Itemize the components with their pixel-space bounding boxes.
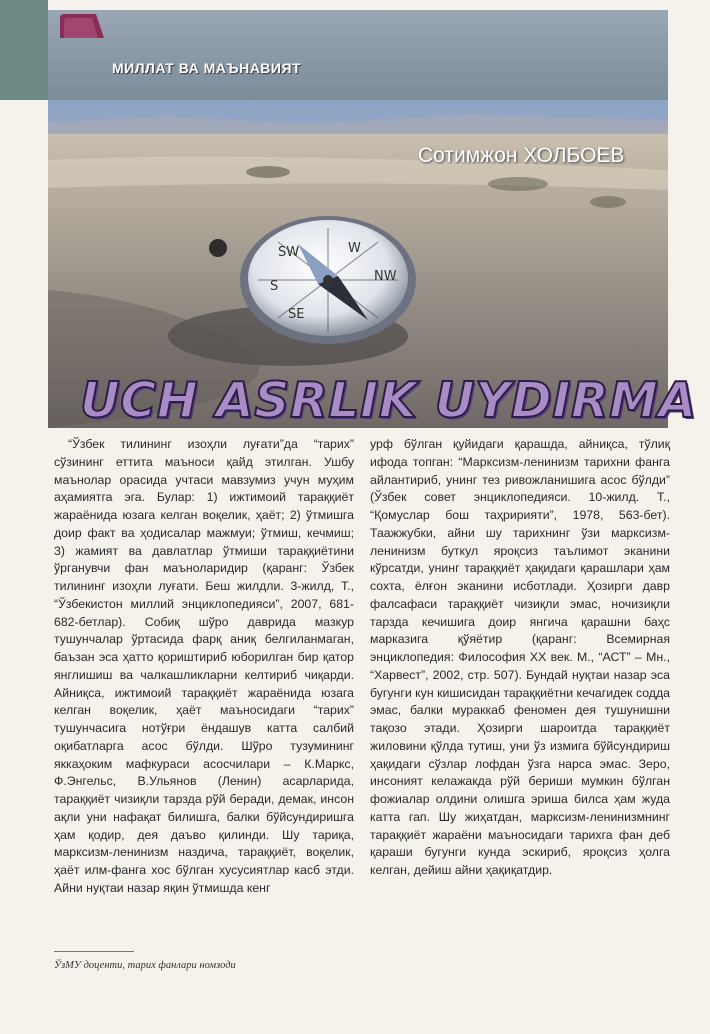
svg-text:SW: SW [278, 245, 300, 260]
footnote-divider [54, 951, 134, 952]
svg-text:W: W [348, 241, 361, 256]
paragraph-right: урф бўлган қуйидаги қарашда, айниқса, тўлиқ ифода топган: “Марксизм-ленинизм тарихни фанга айлантириб, унинг тез ривожланишига асос бўлди” (Ўзбек совет энциклопедияси. 10-жилд. Т., “Қомуслар бош таҳририяти”, 1978, 563-бет). Таажжубки, айни шу тарихнинг ўзи марксизм-ленинизм буткул яроқсиз таълимот эканини кўрсатди, унинг тараққиёт ҳақидаги қарашлари ҳам сохта, ёлғон эканини исботлади. Ҳозирги давр фалсафаси тараққиёт чизиқли эмас, ночизиқли тарзда кечишига доир янгича қарашни баҳс марказига қўяётир (қаранг: Всемирная энциклопедия: Философия XX век. М., “АСТ” – Мн., “Харвест”, 2002, стр. 507). Бундай нуқтаи назар эса бугунги кун кишисидан тараққиётни кечагидек содда эмас, балки мураккаб феномен дея тушунишни тақозо этади. Ҳозирги шароитда тараққиёт жиловини қўлда тутиш, уни ўз измига бўйсундириш ҳақидаги сўзлар лофдан ўзга нарса эмас. Зеро, инсоният келажакда рўй бериши мумкин бўлган фожиалар олдини олишга эриша билса ҳам жуда катта гап. Шу жиҳатдан, марксизм-ленинизмнинг тараққиёт жараёни маъносидаги тарихга фан деб қараши бугунги кунда эскириб, яроқсиз ҳолга келган, дейиш айни ҳақиқатдир. [370, 437, 670, 877]
svg-text:NW: NW [374, 269, 397, 284]
article-title: UCH ASRLIK UYDIRMA [80, 372, 697, 429]
svg-text:SE: SE [288, 307, 305, 322]
author-name: Сотимжон ХОЛБОЕВ [418, 144, 625, 167]
text-column-left [54, 436, 354, 898]
section-rubric: МИЛЛАТ ВА МАЪНАВИЯТ [112, 60, 302, 76]
folder-tab-icon [60, 14, 104, 38]
paragraph-left: “Ўзбек тилининг изоҳли луғати”да “тарих” сўзининг еттита маъноси қайд этилган. Ушбу маънолар орасида учтаси мавзумиз учун муҳим аҳамиятга эга. Булар: 1) ижтимоий тараққиёт жараёнида юзага келган воқелик, ҳаёт; 2) ўтмишга доир факт ва ҳодисалар мажмуи; ўтмиш, кечмиш; 3) жамият ва давлатлар ўтмиши тараққиётини ўрганувчи фан маъноларидир (қаранг: Ўзбек тилининг изоҳли луғати. Беш жилдли. 3-жилд, Т., “Ўзбекистон миллий энциклопедияси”, 2007, 681-682-бетлар). Собиқ шўро даврида мазкур тушунчалар ўртасида фарқ аниқ белгиланмаган, баъзан эса ҳатто қориштириб юборилган бир қатор янглишиш ва чалкашликларни келтириб чиқарди. Айниқса, ижтимоий тараққиёт жараёнида юзага келган воқелик, ҳаёт маъносидаги “тарих” тушунчасига нотўғри ёндашув катта салбий оқибатларга асос бўлди. Шўро тузумининг яккаҳоким мафкураси асосчилари – К.Маркс, Ф.Энгельс, В.Ульянов (Ленин) асарларида, тараққиёт чизиқли тарзда рўй беради, демак, инсон ақли уни нафақат билишга, балки бўйсундиришга ҳам қодир, дея даъво қилинди. Шу тариқа, марксизм-ленинизм наздича, тараққиёт, воқелик, ҳаёт илм-фанга хос бўлган хусусиятлар касб этди. Айни нуқтаи назар яқин ўтмишда кенг [54, 437, 354, 895]
header-band [48, 10, 668, 100]
left-color-strip [0, 0, 48, 100]
svg-text:S: S [270, 279, 279, 294]
text-column-right [370, 436, 670, 880]
footnote: ЎзМУ доценти, тарих фанлари номзоди [54, 960, 236, 971]
